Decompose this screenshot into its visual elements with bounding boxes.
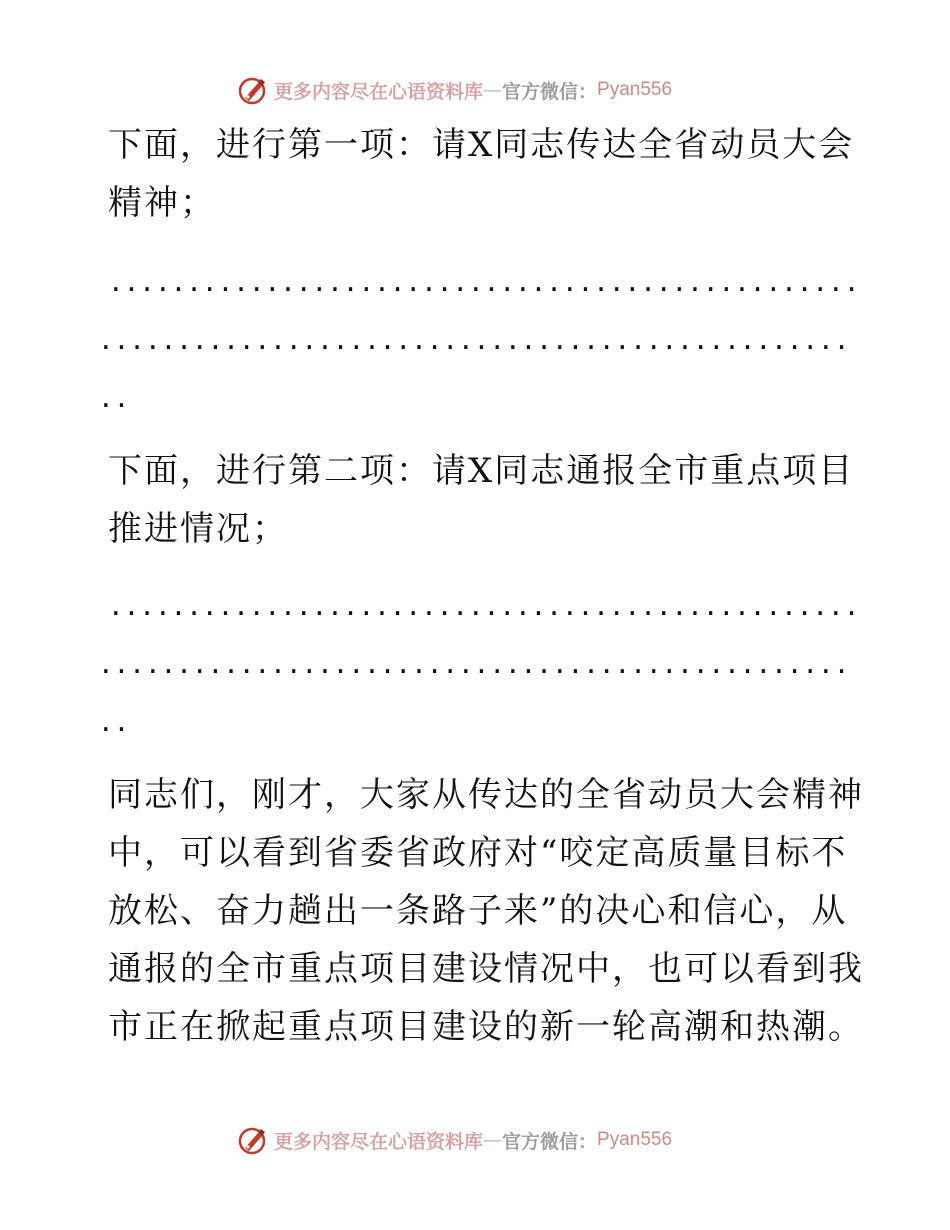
- ellipsis-line: ................................................: [98, 326, 850, 356]
- ellipsis-line: ................................................: [98, 650, 850, 680]
- watermark-label: 官方微信：: [502, 1130, 598, 1153]
- paragraph-item-3: 同志们，刚才，大家从传达的全省动员大会精神中，可以看到省委省政府对“咬定高质量目标不放松、奋力趟出一条路子来”的决心和信心，从通报的全市重点项目建设情况中，也可以看到我市正在掀起重点项目建设的新一轮高潮和热潮。: [108, 775, 864, 1047]
- footer-watermark: [236, 1122, 736, 1158]
- watermark-brand: 更多内容尽在心语资料库: [274, 1130, 484, 1153]
- watermark-separator: —: [483, 79, 503, 101]
- ellipsis-line-end: ..: [98, 708, 130, 738]
- watermark-separator: —: [483, 1129, 503, 1151]
- ellipsis-line: ................................................: [108, 268, 860, 298]
- paragraph-item-1: 下面，进行第一项：请X同志传达全省动员大会精神；: [108, 125, 855, 223]
- watermark-label: 官方微信：: [502, 80, 598, 103]
- ellipsis-line: ................................................: [108, 592, 860, 622]
- header-watermark: [236, 72, 736, 108]
- pen-logo-icon: [236, 74, 268, 106]
- watermark-id: Pyan556: [597, 79, 673, 100]
- watermark-id: Pyan556: [597, 1129, 673, 1150]
- ellipsis-line-end: ..: [98, 384, 130, 414]
- watermark-brand: 更多内容尽在心语资料库: [274, 80, 484, 103]
- pen-logo-icon: [236, 1124, 268, 1156]
- paragraph-item-2: 下面，进行第二项：请X同志通报全市重点项目推进情况；: [108, 451, 855, 549]
